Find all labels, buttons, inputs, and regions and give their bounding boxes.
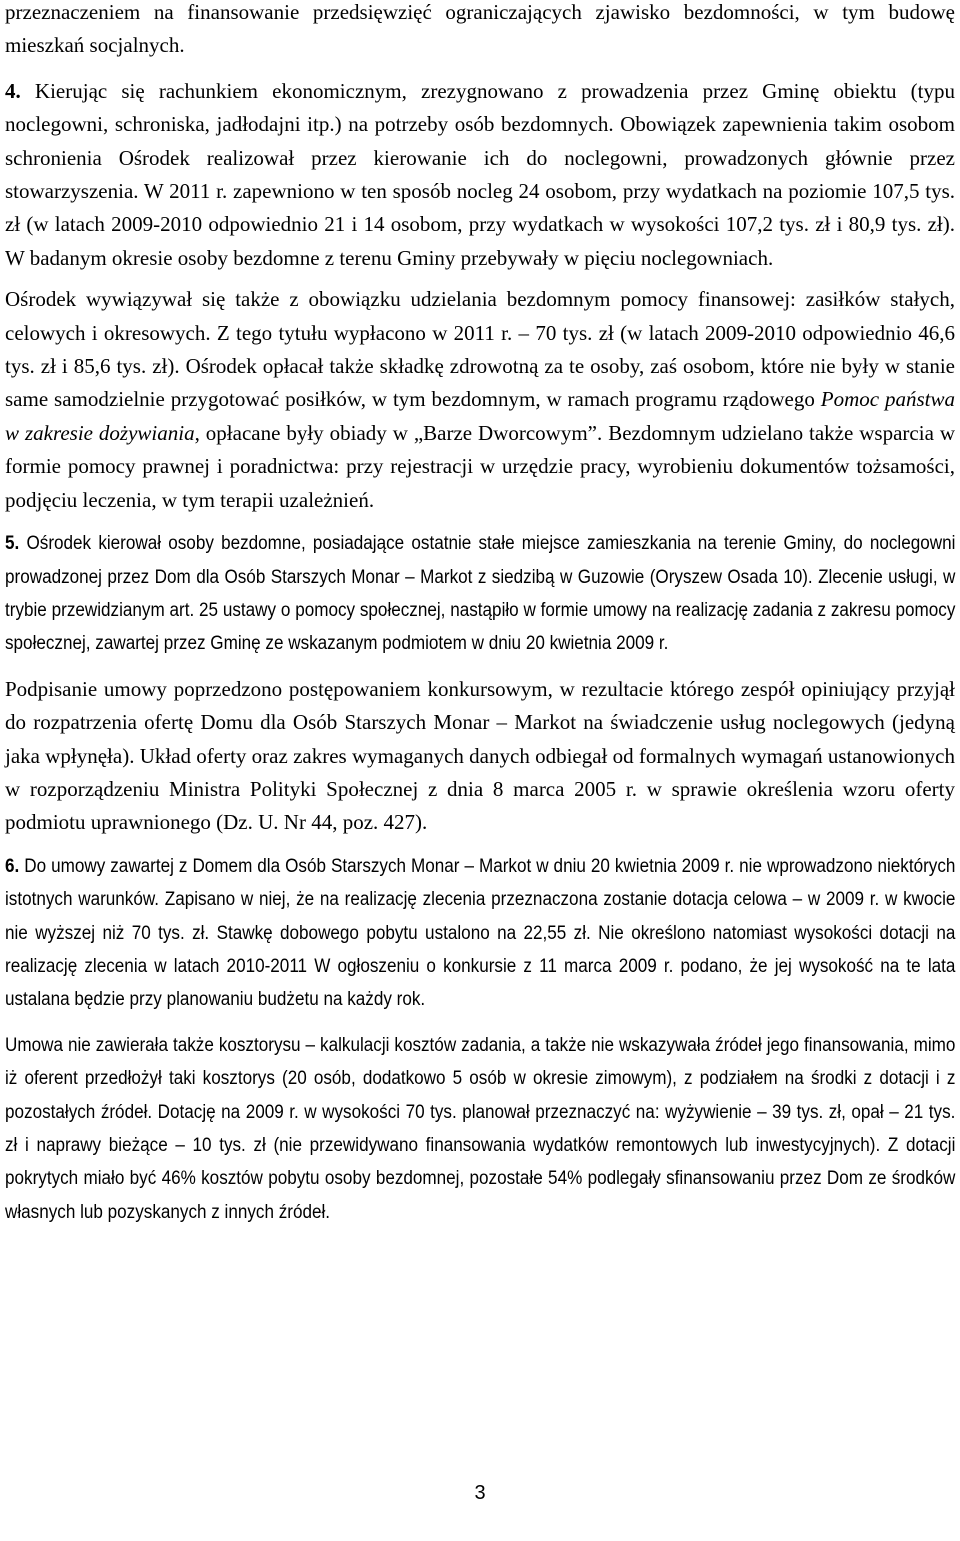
paragraph-tender [5,673,955,840]
paragraph-text: Kierując się rachunkiem ekonomicznym, zrezygnowano z prowadzenia przez Gminę obiektu (typu noclegowni, schroniska, jadłodajni itp.) na potrzeby osób bezdomnych. Obowiązek zapewnienia takim osobom schronienia Ośrodek realizował przez kierowanie ich do noclegowni, prowadzonych głównie przez stowarzyszenia. W 2011 r. zapewniono w ten sposób nocleg 24 osobom, przy wydatkach na poziomie 107,5 tys. zł (w latach 2009-2010 odpowiednio 21 i 14 osobom, przy wydatkach w wysokości 107,2 tys. zł i 80,9 tys. zł). W badanym okresie osoby bezdomne z terenu Gminy przebywały w pięciu noclegowniach. [5,78,955,270]
paragraph-4 [5,75,955,275]
program-name: Pomoc państwa w zakresie dożywiania [5,387,956,445]
paragraph-text: Ośrodek kierował osoby bezdomne, posiadające ostatnie stałe miejsce zamieszkania na terenie Gminy, do noclegowni prowadzonej przez Dom dla Osób Starszych Monar – Markot z siedzibą w Guzowie (Oryszew Osada 10). Zlecenie usługi, w trybie przewidzianym art. 25 ustawy o pomocy społecznej, nastąpiło w formie umowy na realizację zadania z zakresu pomocy społecznej, zawartej przez Gminę ze wskazanym podmiotem w dniu 20 kwietnia 2009 r. [5,533,956,655]
paragraph-text: Ośrodek wywiązywał się także z obowiązku udzielania bezdomnym pomocy finansowej: zasiłków stałych, celowych i okresowych. Z tego tytułu wypłacono w 2011 r. – 70 tys. zł (w latach 2009-2010 odpowiednio 46,6 tys. zł i 85,6 tys. zł). Ośrodek opłacał także składkę zdrowotną za te osoby, zaś osobom, które nie były w stanie same samodzielnie przygotować posiłków, w tym bezdomnym, w ramach programu rządowego [5,287,955,412]
paragraph-6 [5,850,955,1017]
paragraph-5 [5,527,955,661]
paragraph-continuation [5,0,955,63]
paragraph-text: Umowa nie zawierała także kosztorysu – kalkulacji kosztów zadania, a także nie wskazywała źródeł jego finansowania, mimo iż oferent przedłożył taki kosztorys (20 osób, dodatkowo 5 osób w okresie zimowym), z podziałem na środki z dotacji i z pozostałych źródeł. Dotację na 2009 r. w wysokości 70 tys. planował przeznaczyć na: wyżywienie – 39 tys. zł, opał – 21 tys. zł i naprawy bieżące – 10 tys. zł (nie przewidywano finansowania wydatków remontowych lub inwestycyjnych). Z dotacji pokrytych miało być 46% kosztów pobytu osoby bezdomnej, pozostałe 54% podlegały sfinansowaniu przez Dom ze środków własnych lub pozyskanych z innych źródeł. [5,1034,956,1223]
document-page [5,0,955,1229]
paragraph-number: 6. [5,855,20,877]
paragraph-text: Do umowy zawartej z Domem dla Osób Starszych Monar – Markot w dniu 20 kwietnia 2009 r. nie wprowadzono niektórych istotnych warunków. Zapisano w niej, że na realizację zlecenia przeznaczona zostanie dotacja celowa – w 2009 r. w kwocie nie wyższej niż 70 tys. zł. Stawkę dobowego pobytu ustalono na 22,55 zł. Nie określono natomiast wysokości dotacji na realizację zlecenia w latach 2010-2011 W ogłoszeniu o konkursie z 11 marca 2009 r. podano, że jej wysokość na te lata ustalana będzie przy planowaniu budżetu na każdy rok. [5,855,956,1011]
paragraph-number: 4. [5,78,21,103]
page-number: 3 [474,1482,486,1504]
paragraph-text: Podpisanie umowy poprzedzono postępowaniem konkursowym, w rezultacie którego zespół opiniujący przyjął do rozpatrzenia ofertę Domu dla Osób Starszych Monar – Markot na świadczenie usług noclegowych (jedyną jaka wpłynęła). Układ oferty oraz zakres wymaganych danych odbiegał od formalnych wymagań ustanowionych w rozporządzeniu Ministra Polityki Społecznej z dnia 8 marca 2005 r. w sprawie określenia wzoru oferty podmiotu uprawnionego (Dz. U. Nr 44, poz. 427). [5,676,955,835]
paragraph-assistance [5,283,955,517]
paragraph-cost-estimate [5,1029,955,1229]
paragraph-number: 5. [5,533,20,555]
paragraph-text: , opłacane były obiady w „Barze Dworcowym”. Bezdomnym udzielano także wsparcia w formie pomocy prawnej i poradnictwa: przy rejestracji w urzędzie pracy, wyrobieniu dokumentów tożsamości, podjęciu leczenia, w tym terapii uzależnień. [5,420,955,512]
paragraph-text: przeznaczeniem na finansowanie przedsięwzięć ograniczających zjawisko bezdomności, w tym budowę mieszkań socjalnych. [5,0,955,58]
